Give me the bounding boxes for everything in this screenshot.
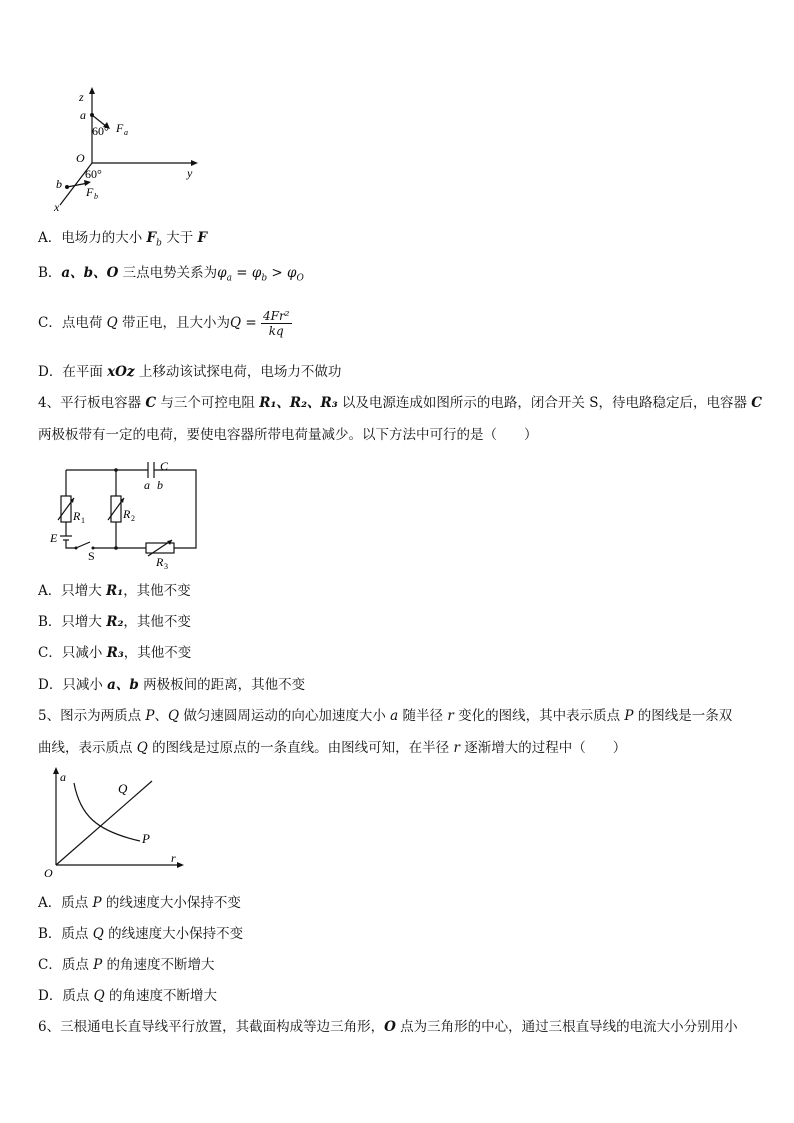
- r2-sub-label: 2: [131, 514, 135, 523]
- switch-label: S: [88, 549, 95, 563]
- r3-label: R: [156, 555, 164, 569]
- r1-sub-label: 1: [81, 516, 85, 525]
- r-axis-label: r: [171, 851, 176, 865]
- origin-label: O: [44, 866, 53, 880]
- line-q: [56, 781, 152, 865]
- q-curve-label: Q: [118, 781, 128, 796]
- a-axis-label: a: [60, 770, 66, 784]
- q5-option-a: A．质点 P 的线速度大小保持不变: [38, 895, 241, 911]
- r1-label: R: [73, 509, 81, 523]
- r3-sub-label: 3: [164, 562, 168, 571]
- fb-sub-label: b: [94, 192, 98, 201]
- q5-stem-line1: 5、图示为两质点 P、Q 做匀速圆周运动的向心加速度大小 a 随半径 r 变化的图线，其中表示质点 P 的图线是一条双: [38, 708, 733, 724]
- junction-top: [114, 468, 118, 472]
- plate-b-label: b: [157, 478, 163, 492]
- point-a: [90, 113, 94, 117]
- q4-circuit-figure: [46, 458, 206, 570]
- q3-option-d: D．在平面 xOz 上移动该试探电荷，电场力不做功: [38, 364, 342, 380]
- q5-option-b: B．质点 Q 的线速度大小保持不变: [38, 926, 244, 942]
- plate-a-label: a: [144, 478, 150, 492]
- y-label: y: [187, 166, 193, 180]
- q4-option-c: C．只减小 R₃，其他不变: [38, 645, 192, 661]
- z-arrowhead: [89, 87, 95, 94]
- q3-option-a: A．电场力的大小 $F_b$ 大于 F: [38, 230, 208, 249]
- a-arrowhead: [53, 767, 59, 774]
- q4-option-a: A．只增大 R₁，其他不变: [38, 583, 191, 599]
- q4-option-d: D．只减小 a、b 两极板间的距离，其他不变: [38, 677, 306, 693]
- point-b: [65, 185, 69, 189]
- q5-graph-figure: [40, 765, 190, 880]
- q5-option-d: D．质点 Q 的角速度不断增大: [38, 988, 217, 1004]
- emf-label: E: [50, 531, 58, 545]
- q4-option-b: B．只增大 R₂，其他不变: [38, 614, 191, 630]
- z-label: z: [79, 90, 84, 104]
- junction-bottom: [114, 546, 118, 550]
- q4-stem-line2: 两极板带有一定的电荷，要使电容器所带电荷量减少。以下方法中可行的是（ ）: [38, 427, 538, 443]
- q5-option-c: C．质点 P 的角速度不断增大: [38, 957, 215, 973]
- q3-figure: [50, 85, 210, 215]
- a-label: a: [80, 108, 86, 122]
- b-label: b: [56, 177, 62, 191]
- fa-label: F: [116, 121, 124, 135]
- fa-sub-label: a: [124, 128, 128, 137]
- r2-label: R: [123, 507, 131, 521]
- angle-a-label: 60°: [92, 124, 109, 138]
- charge-fraction: $\frac{\text{4Fr²}}{kq}$: [262, 309, 290, 338]
- q3-option-c: C．点电荷 Q 带正电，且大小为Q = $\frac{\text{4Fr²}}{kq}$: [38, 309, 290, 338]
- q6-stem: 6、三根通电长直导线平行放置，其截面构成等边三角形，O 点为三角形的中心，通过三根直导线的电流大小分别用小: [38, 1019, 738, 1035]
- curve-p: [74, 783, 140, 841]
- origin-label: O: [76, 151, 85, 165]
- q3-option-b: B．a、b、O 三点电势关系为$\varphi_a = \varphi_b > \varphi_O$: [38, 265, 304, 284]
- switch-blade: [76, 542, 90, 548]
- q5-stem-line2: 曲线，表示质点 Q 的图线是过原点的一条直线。由图线可知，在半径 r 逐渐增大的过程中（ ）: [38, 740, 627, 756]
- p-curve-label: P: [142, 831, 150, 846]
- angle-b-label: 60°: [85, 167, 102, 181]
- fb-label: F: [86, 185, 94, 199]
- q4-stem-line1: 4、平行板电容器 C 与三个可控电阻 R₁、R₂、R₃ 以及电源连成如图所示的电路，闭合开关 S，待电路稳定后，电容器 C: [38, 395, 763, 411]
- r-arrowhead: [177, 862, 184, 868]
- switch-contact-left: [75, 547, 78, 550]
- x-label: x: [54, 200, 60, 214]
- capacitor-label: C: [160, 459, 169, 473]
- battery-wire: [66, 540, 76, 548]
